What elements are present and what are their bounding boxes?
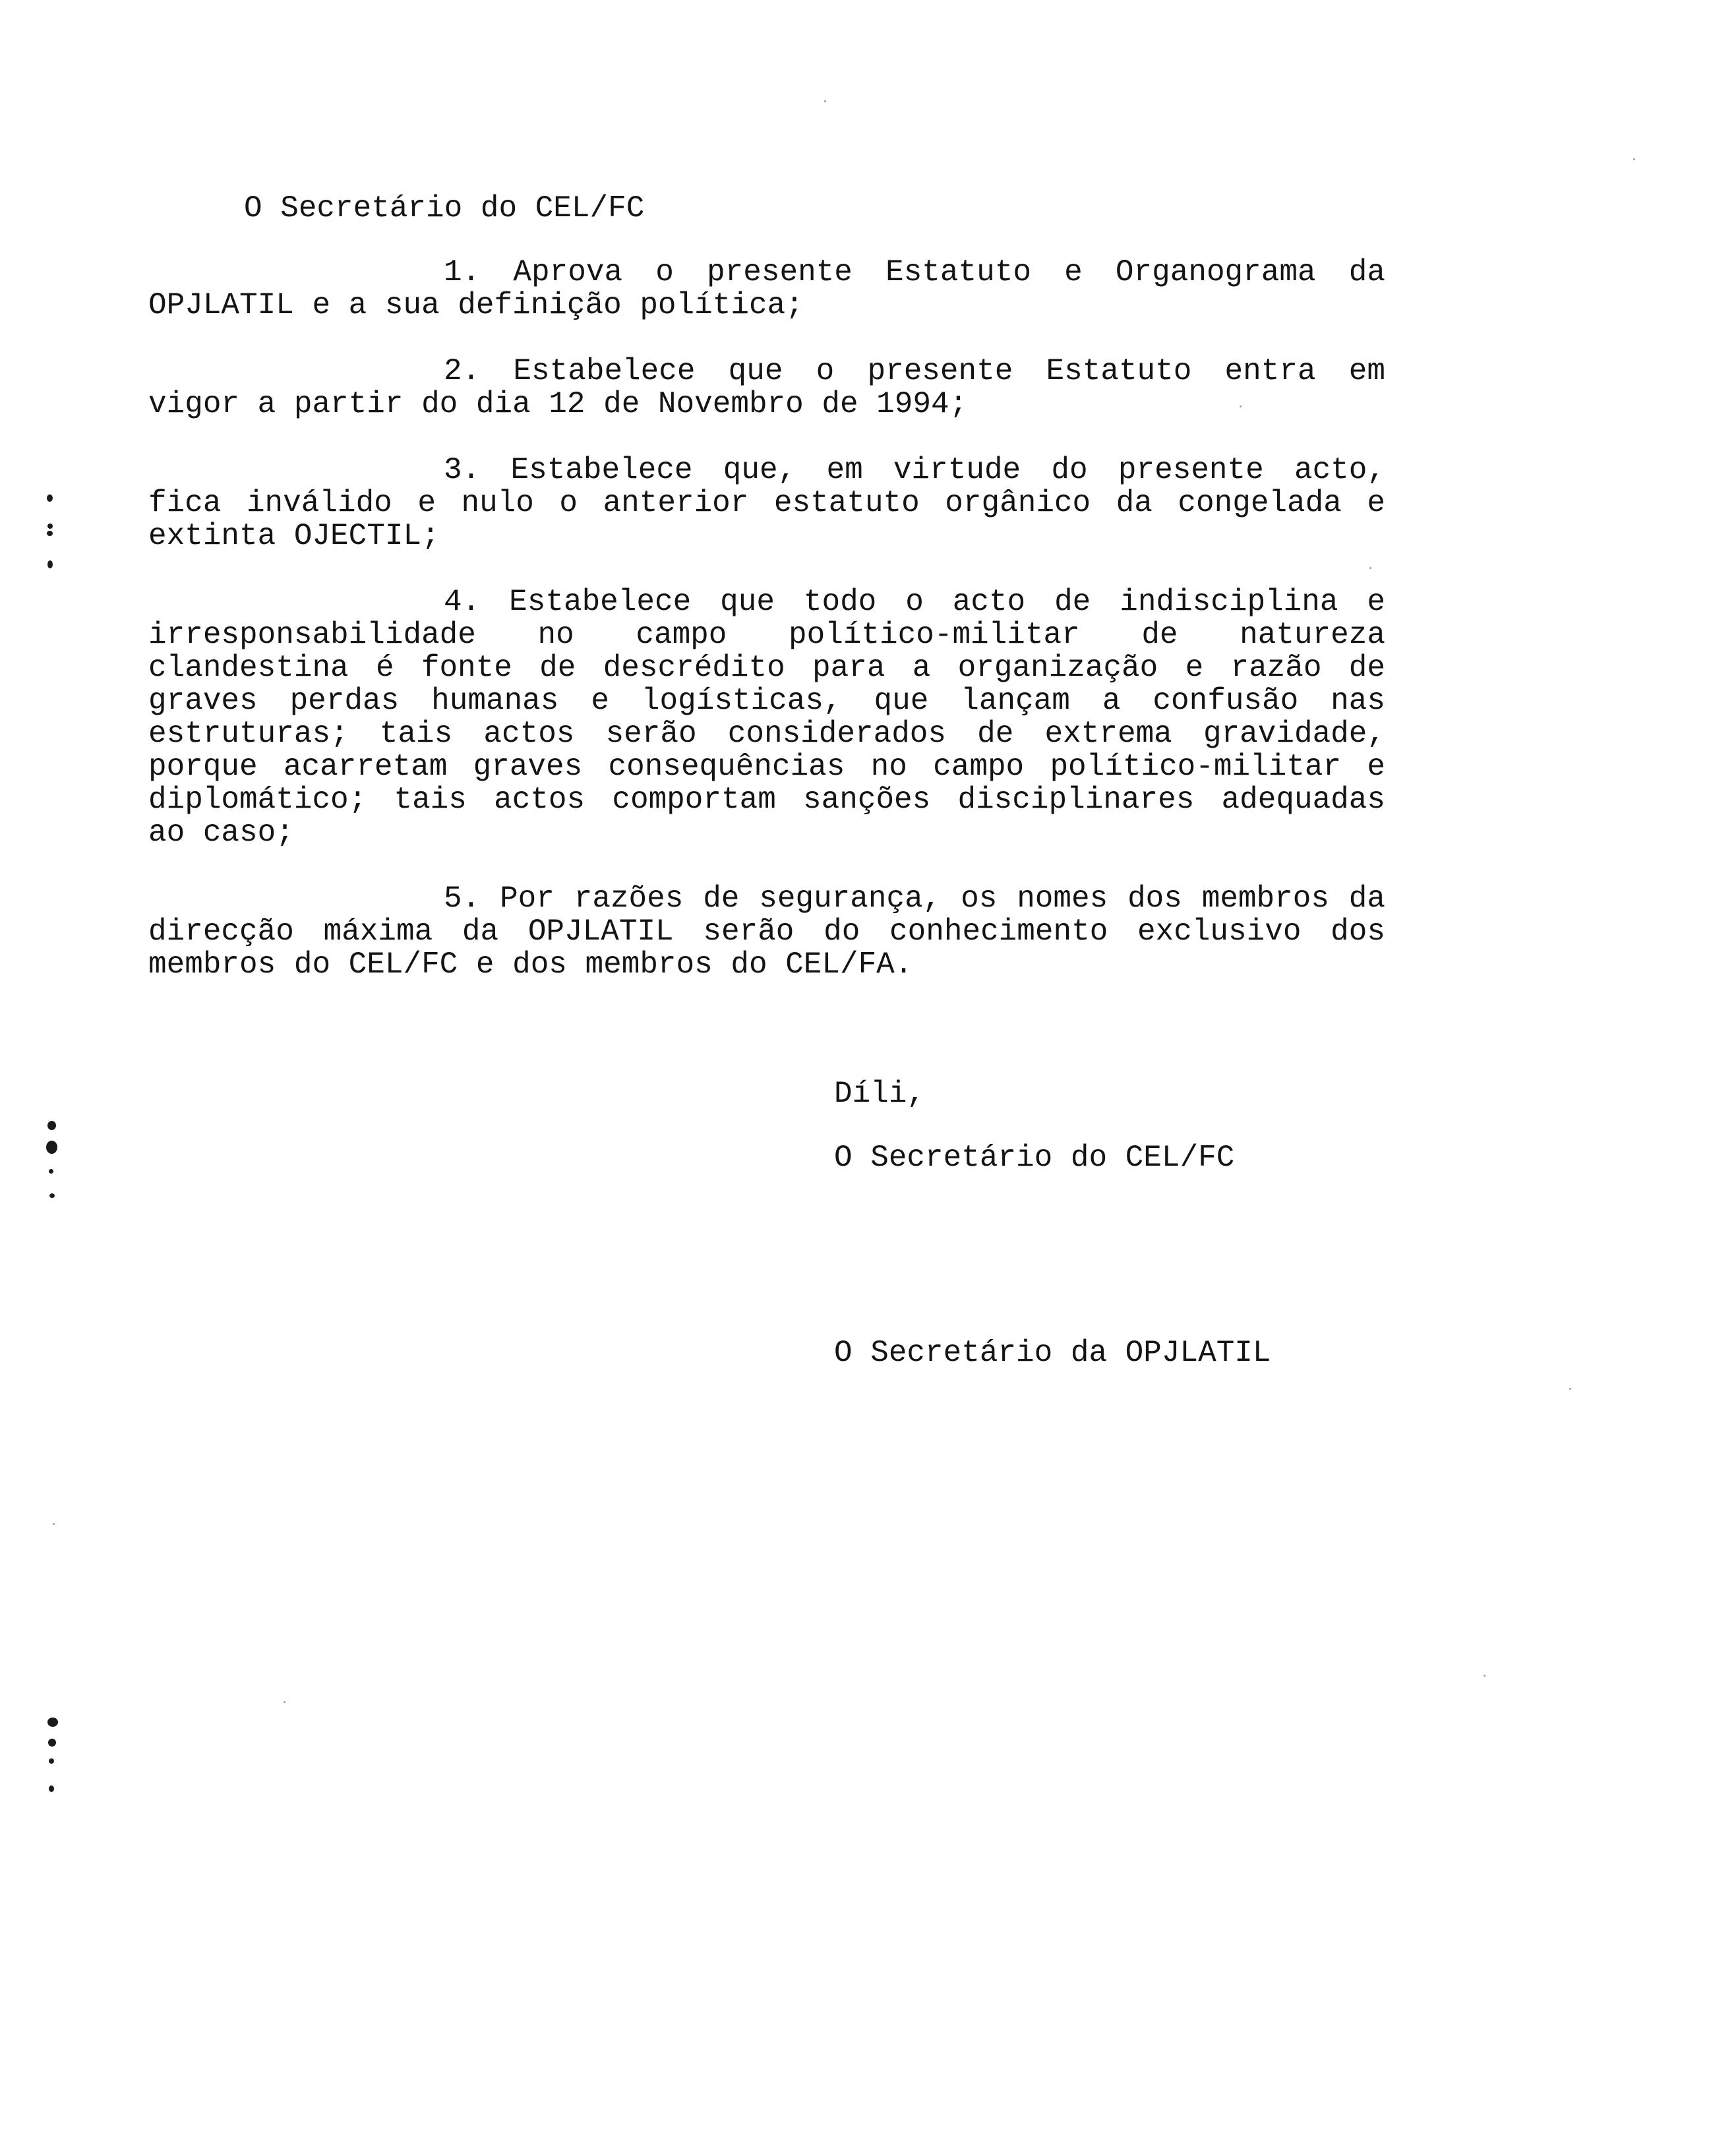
clause-number: 2. — [444, 354, 481, 388]
punch-hole-dot — [46, 1141, 57, 1154]
clause-list — [148, 256, 1385, 1014]
clause-text: Aprova o presente Estatuto e Organograma da OPJLATIL e a sua definição política; — [148, 255, 1385, 322]
punch-hole-dot — [47, 524, 53, 529]
scan-speck — [1633, 158, 1635, 160]
scan-speck — [1484, 1675, 1485, 1677]
clause-item — [148, 454, 1385, 553]
clause-text: Estabelece que o presente Estatuto entra em vigor a partir do dia 12 de Novembro de 1994; — [148, 354, 1385, 421]
signature-secretary-opjlatil: O Secretário da OPJLATIL — [834, 1336, 1271, 1370]
clause-text: Estabelece que, em virtude do presente acto, fica inválido e nulo o anterior estatuto orgânico da congelada e extinta OJECTIL; — [148, 453, 1385, 553]
punch-hole-marks — [36, 1121, 63, 1207]
punch-hole-marks — [36, 494, 63, 574]
scan-speck — [53, 1523, 55, 1525]
punch-hole-dot — [47, 531, 53, 536]
punch-hole-dot — [47, 494, 53, 502]
clause-number: 1. — [444, 255, 481, 289]
scan-speck — [284, 1701, 285, 1703]
clause-number: 3. — [444, 453, 481, 487]
punch-hole-dot — [47, 1121, 56, 1130]
punch-hole-dot — [47, 1718, 58, 1727]
punch-hole-dot — [47, 560, 53, 568]
document-heading: O Secretário do CEL/FC — [244, 191, 645, 225]
signature-secretary-cel: O Secretário do CEL/FC — [834, 1141, 1235, 1175]
punch-hole-dot — [49, 1758, 54, 1764]
punch-hole-dot — [49, 1169, 53, 1174]
clause-item — [148, 355, 1385, 421]
scan-speck — [1569, 1388, 1571, 1390]
clause-text: Por razões de segurança, os nomes dos membros da direcção máxima da OPJLATIL serão do conhecimento exclusivo dos membros do CEL/FC e dos membros do CEL/FA. — [148, 882, 1386, 982]
signature-place: Díli, — [834, 1077, 926, 1111]
punch-hole-dot — [48, 1739, 56, 1747]
scan-speck — [1369, 567, 1371, 569]
clause-item — [148, 256, 1385, 322]
punch-hole-marks — [36, 1718, 63, 1810]
clause-number: 5. — [444, 882, 481, 916]
clause-number: 4. — [444, 585, 481, 619]
punch-hole-dot — [49, 1193, 55, 1198]
clause-item — [148, 585, 1385, 849]
scan-speck — [1240, 405, 1242, 407]
clause-text: Estabelece que todo o acto de indisciplina e irresponsabilidade no campo político-militar de natureza clandestina é fonte de descrédito para a organização e razão de graves perdas humanas e logísticas, que lançam a confusão nas estruturas; tais actos serão considerados de extrema gravidade, porque acarretam graves consequências no campo político-militar e diplomático; tais actos comportam sanções disciplinares adequadas ao caso; — [148, 585, 1385, 850]
scan-speck — [824, 100, 826, 102]
clause-item — [148, 882, 1385, 981]
punch-hole-dot — [49, 1785, 54, 1792]
